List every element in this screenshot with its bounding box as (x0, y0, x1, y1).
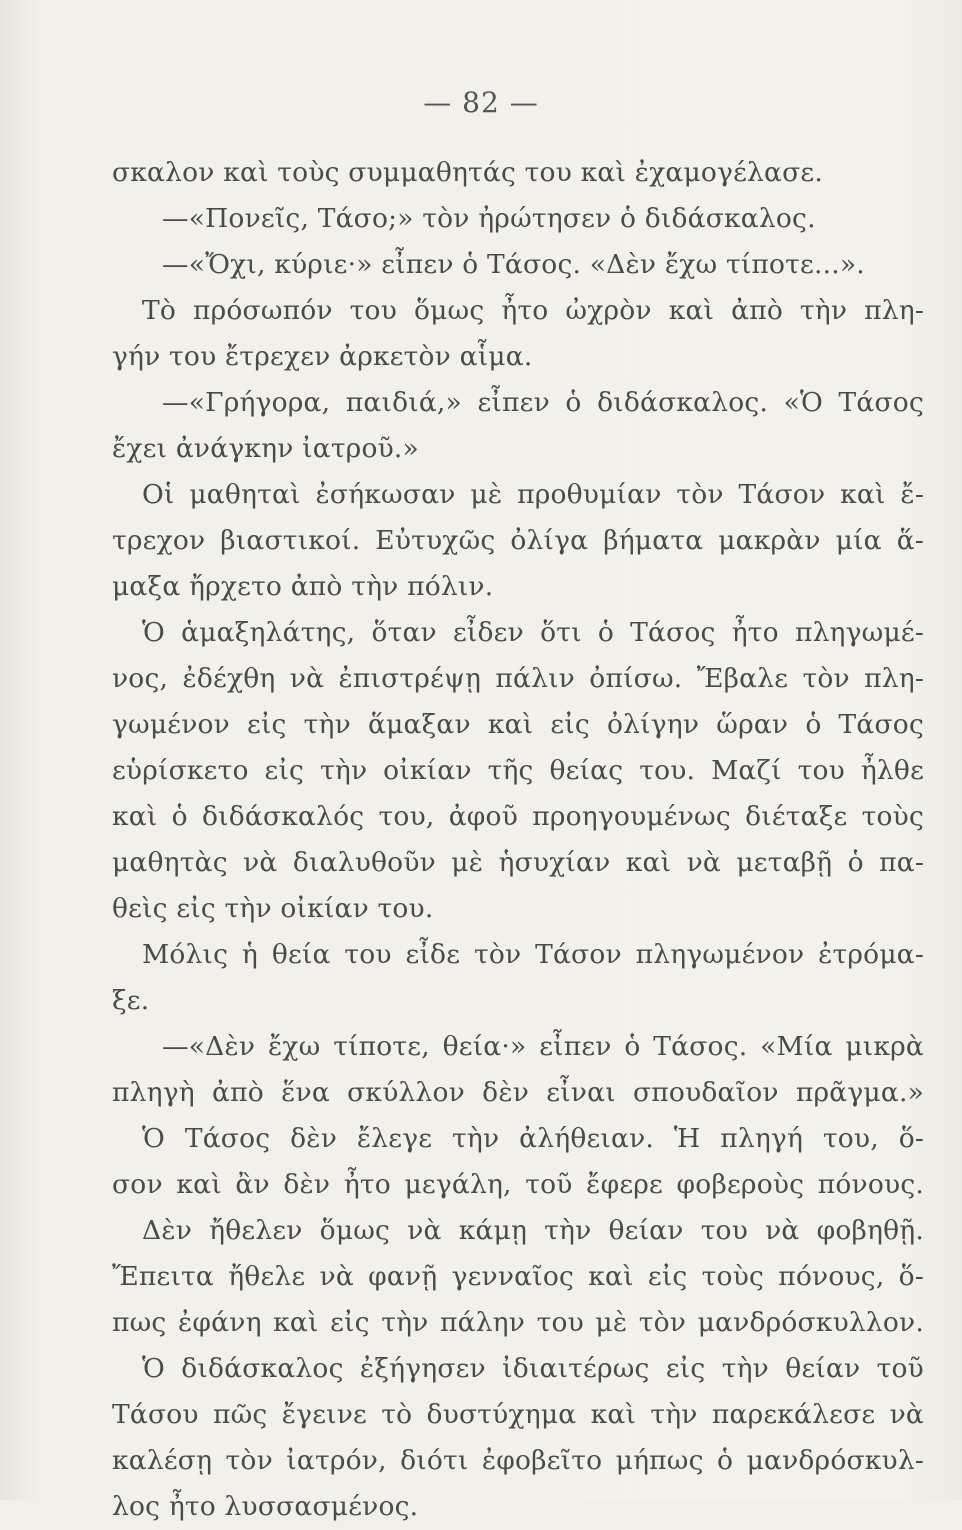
text-line: Ὁ διδάσκαλος ἐξήγησεν ἰδιαιτέρως εἰς τὴν θείαν τοῦ (142, 1353, 924, 1384)
text-line: —«Γρήγορα, παιδιά,» εἶπεν ὁ διδάσκαλος. «Ὁ Τάσος (162, 387, 924, 418)
text-line: —«Πονεῖς, Τάσο;» τὸν ἠρώτησεν ὁ διδάσκαλος. (162, 203, 816, 234)
text-line: τρεχον βιαστικοί. Εὐτυχῶς ὀλίγα βήματα μακρὰν μία ἅ- (112, 525, 924, 556)
text-line: καλέσῃ τὸν ἰατρόν, διότι ἐφοβεῖτο μήπως ὁ μανδρόσκυλ- (112, 1445, 924, 1476)
text-line: λος ἦτο λυσσασμένος. (112, 1491, 419, 1522)
text-line: Δὲν ἤθελεν ὅμως νὰ κάμῃ τὴν θείαν του νὰ φοβηθῇ. (142, 1215, 924, 1246)
text-line: ἔχει ἀνάγκην ἰατροῦ.» (112, 433, 419, 464)
text-line: Οἱ μαθηταὶ ἐσήκωσαν μὲ προθυμίαν τὸν Τάσον καὶ ἔ- (142, 479, 924, 510)
text-line: πληγὴ ἀπὸ ἕνα σκύλλον δὲν εἶναι σπουδαῖον πρᾶγμα.» (112, 1077, 924, 1108)
text-line: —«Ὄχι, κύριε·» εἶπεν ὁ Τάσος. «Δὲν ἔχω τίποτε...». (162, 249, 865, 280)
text-line: μαθητὰς νὰ διαλυθοῦν μὲ ἡσυχίαν καὶ νὰ μεταβῇ ὁ πα- (112, 847, 924, 878)
text-line: —«Δὲν ἔχω τίποτε, θεία·» εἶπεν ὁ Τάσος. «Μία μικρὰ (162, 1031, 924, 1062)
text-line: Ὁ Τάσος δὲν ἔλεγε τὴν ἀλήθειαν. Ἡ πληγή του, ὅ- (142, 1123, 924, 1154)
text-line: καὶ ὁ διδάσκαλός του, ἀφοῦ προηγουμένως διέταξε τοὺς (112, 801, 924, 832)
text-line: σον καὶ ἂν δὲν ἦτο μεγάλη, τοῦ ἔφερε φοβεροὺς πόνους. (112, 1169, 924, 1200)
text-line: σκαλον καὶ τοὺς συμμαθητάς του καὶ ἐχαμογέλασε. (112, 157, 823, 188)
text-line: Τάσου πῶς ἔγεινε τὸ δυστύχημα καὶ τὴν παρεκάλεσε νὰ (112, 1399, 924, 1430)
page-number: — 82 — (423, 86, 539, 119)
text-line: γήν του ἔτρεχεν ἀρκετὸν αἷμα. (112, 341, 533, 372)
text-line: Ἔπειτα ἤθελε νὰ φανῇ γενναῖος καὶ εἰς τοὺς πόνους, ὅ- (112, 1261, 924, 1292)
text-block (112, 150, 924, 1530)
text-line: γωμένον εἰς τὴν ἅμαξαν καὶ εἰς ὀλίγην ὥραν ὁ Τάσος (112, 709, 924, 740)
text-line: νος, ἐδέχθη νὰ ἐπιστρέψῃ πάλιν ὀπίσω. Ἔβαλε τὸν πλη- (112, 663, 924, 694)
text-line: εὑρίσκετο εἰς τὴν οἰκίαν τῆς θείας του. Μαζί του ἦλθε (112, 755, 924, 786)
text-line: Τὸ πρόσωπόν του ὅμως ἦτο ὠχρὸν καὶ ἀπὸ τὴν πλη- (142, 295, 924, 326)
text-line: μαξα ἤρχετο ἀπὸ τὴν πόλιν. (112, 571, 494, 602)
text-line: Μόλις ἡ θεία του εἶδε τὸν Τάσον πληγωμένον ἐτρόμα- (142, 939, 924, 970)
text-line: ξε. (112, 985, 150, 1016)
text-line: Ὁ ἁμαξηλάτης, ὅταν εἶδεν ὅτι ὁ Τάσος ἦτο πληγωμέ- (142, 617, 924, 648)
text-line: θεὶς εἰς τὴν οἰκίαν του. (112, 893, 434, 924)
text-line: πως ἐφάνη καὶ εἰς τὴν πάλην του μὲ τὸν μανδρόσκυλλον. (112, 1307, 924, 1338)
